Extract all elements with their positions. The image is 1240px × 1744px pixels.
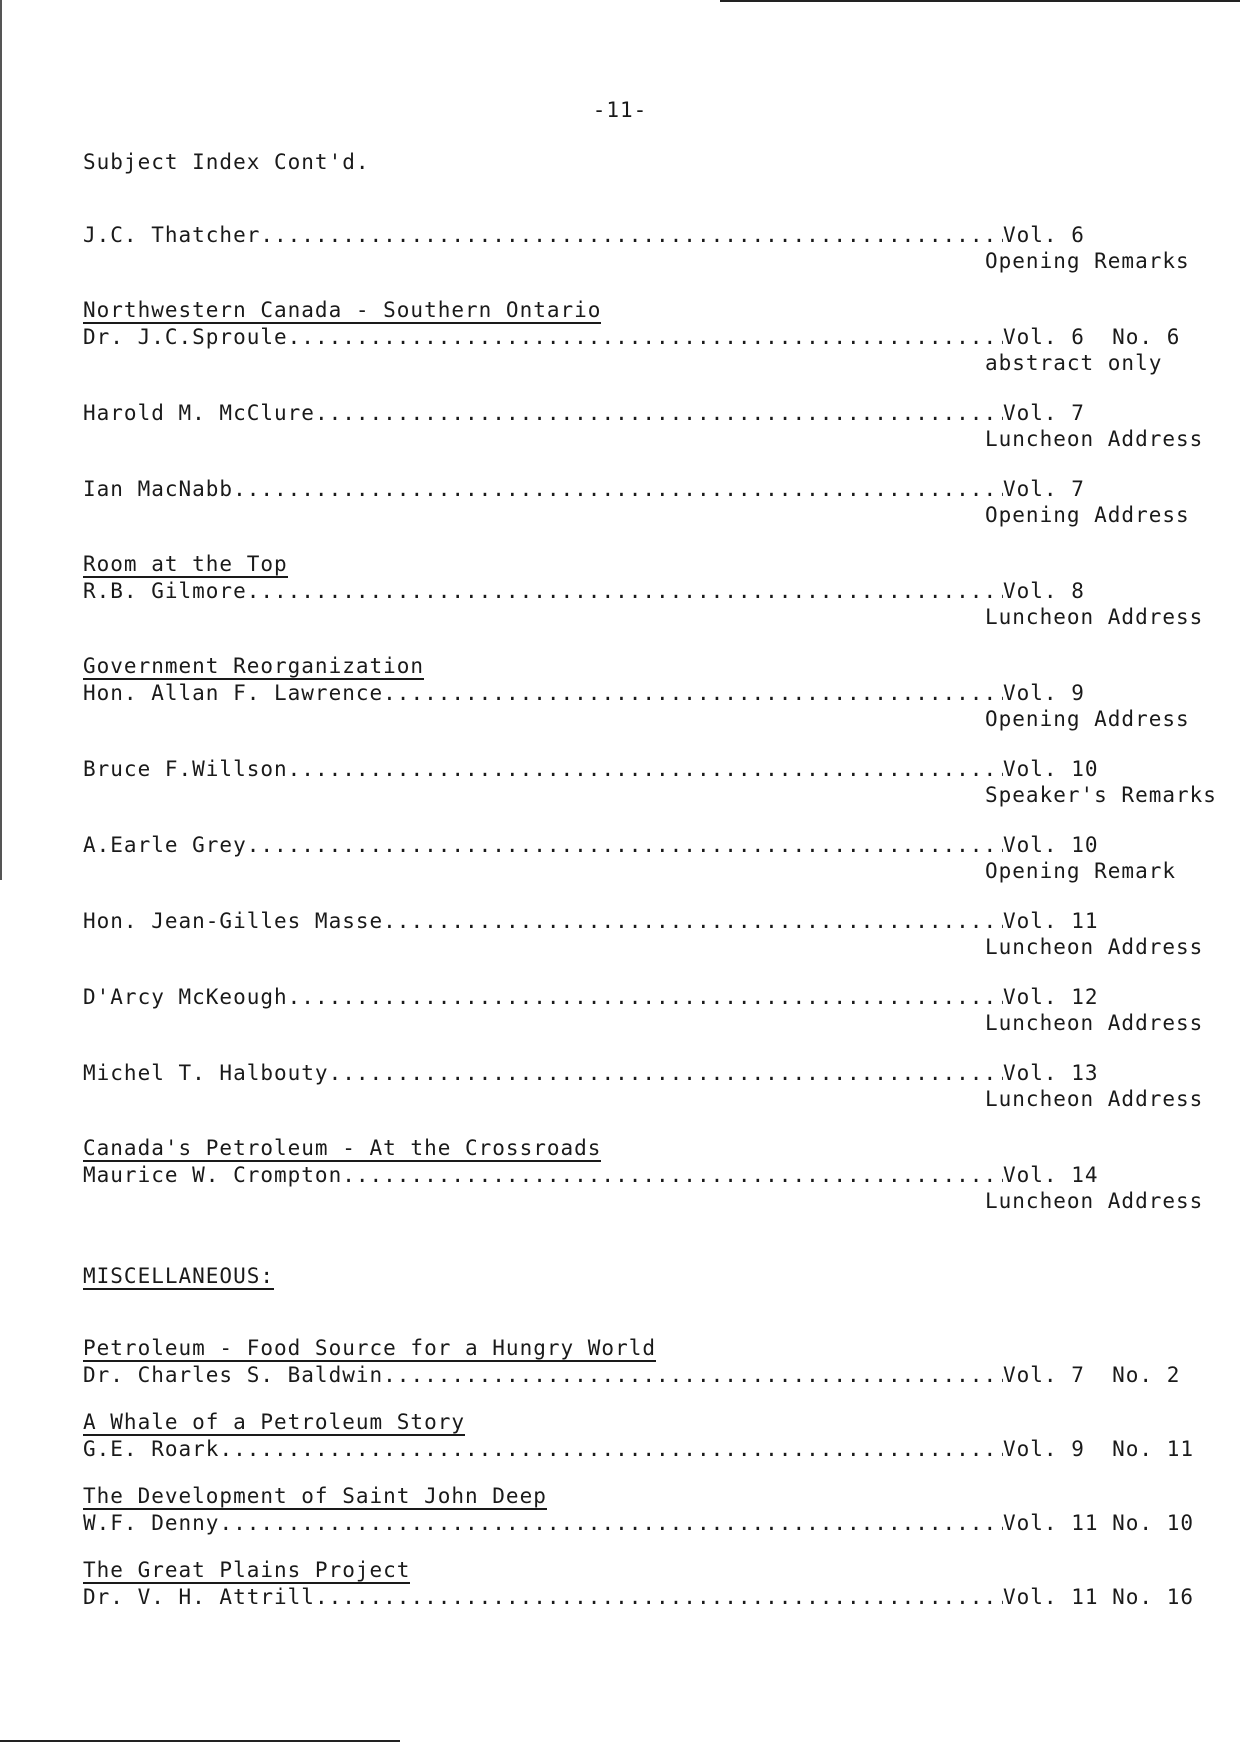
misc-entry bbox=[83, 1558, 1213, 1610]
entry-reference: Vol. 7 bbox=[1003, 477, 1085, 501]
entry-line bbox=[83, 908, 1213, 934]
page-number: -11- bbox=[592, 98, 648, 122]
leader-dots bbox=[219, 1436, 1003, 1462]
leader-dots bbox=[288, 756, 1003, 782]
index-entry bbox=[83, 654, 1213, 732]
misc-section bbox=[83, 1264, 1213, 1290]
entry-title: Canada's Petroleum - At the Crossroads bbox=[83, 1136, 602, 1160]
misc-heading: MISCELLANEOUS: bbox=[83, 1264, 275, 1288]
leader-dots bbox=[383, 680, 1003, 706]
index-entry bbox=[83, 1136, 1213, 1214]
entry-title: Government Reorganization bbox=[83, 654, 425, 678]
entry-line bbox=[83, 578, 1213, 604]
index-list bbox=[83, 222, 1217, 1610]
index-entry bbox=[83, 222, 1213, 274]
entry-note: Luncheon Address bbox=[985, 427, 1204, 451]
entry-note: Luncheon Address bbox=[985, 605, 1204, 629]
entry-line bbox=[83, 680, 1213, 706]
entry-line bbox=[83, 984, 1213, 1010]
entry-note: Opening Remark bbox=[985, 859, 1177, 883]
leader-dots bbox=[329, 1060, 1003, 1086]
entry-reference: Vol. 6 bbox=[1003, 223, 1085, 247]
entry-reference: Vol. 12 bbox=[1003, 985, 1099, 1009]
entry-author: Dr. Charles S. Baldwin bbox=[83, 1363, 384, 1387]
index-entry bbox=[83, 400, 1213, 452]
entry-note: Opening Address bbox=[985, 503, 1190, 527]
index-entry bbox=[83, 908, 1213, 960]
entry-reference: Vol. 10 bbox=[1003, 833, 1099, 857]
top-edge-rule bbox=[720, 0, 1240, 2]
entry-note: Speaker's Remarks bbox=[985, 783, 1217, 807]
leader-dots bbox=[288, 984, 1003, 1010]
entry-reference: Vol. 9 bbox=[1003, 681, 1085, 705]
entry-author: Maurice W. Crompton bbox=[83, 1163, 343, 1187]
entry-line bbox=[83, 1060, 1213, 1086]
entry-reference: Vol. 9 No. 11 bbox=[1003, 1437, 1195, 1461]
entry-title: Northwestern Canada - Southern Ontario bbox=[83, 298, 602, 322]
entry-title: Room at the Top bbox=[83, 552, 288, 576]
entry-line bbox=[83, 1584, 1213, 1610]
entry-author: W.F. Denny bbox=[83, 1511, 220, 1535]
entry-note: Opening Remarks bbox=[985, 249, 1190, 273]
entry-reference: Vol. 14 bbox=[1003, 1163, 1099, 1187]
page-heading: Subject Index Cont'd. bbox=[83, 150, 370, 174]
entry-line bbox=[83, 1436, 1213, 1462]
entry-line bbox=[83, 400, 1213, 426]
leader-dots bbox=[260, 222, 1003, 248]
entry-line bbox=[83, 832, 1213, 858]
leader-dots bbox=[288, 324, 1003, 350]
entry-author: Michel T. Halbouty bbox=[83, 1061, 329, 1085]
leader-dots bbox=[315, 400, 1003, 426]
leader-dots bbox=[247, 578, 1003, 604]
entry-note: Opening Address bbox=[985, 707, 1190, 731]
leader-dots bbox=[233, 476, 1003, 502]
entry-author: J.C. Thatcher bbox=[83, 223, 261, 247]
entry-reference: Vol. 6 No. 6 bbox=[1003, 325, 1181, 349]
entry-author: A.Earle Grey bbox=[83, 833, 247, 857]
left-edge-rule bbox=[0, 0, 2, 880]
entry-reference: Vol. 11 bbox=[1003, 909, 1099, 933]
misc-entry bbox=[83, 1484, 1213, 1536]
entry-reference: Vol. 10 bbox=[1003, 757, 1099, 781]
entry-reference: Vol. 13 bbox=[1003, 1061, 1099, 1085]
entry-title: Petroleum - Food Source for a Hungry World bbox=[83, 1336, 657, 1360]
bottom-edge-rule bbox=[0, 1740, 400, 1742]
entry-reference: Vol. 11 No. 16 bbox=[1003, 1585, 1195, 1609]
entry-note: abstract only bbox=[985, 351, 1163, 375]
entry-title: A Whale of a Petroleum Story bbox=[83, 1410, 466, 1434]
leader-dots bbox=[342, 1162, 1003, 1188]
entry-note: Luncheon Address bbox=[985, 935, 1204, 959]
entry-reference: Vol. 7 No. 2 bbox=[1003, 1363, 1181, 1387]
entry-line bbox=[83, 1510, 1213, 1536]
entry-note: Luncheon Address bbox=[985, 1011, 1204, 1035]
entry-author: Bruce F.Willson bbox=[83, 757, 288, 781]
entry-author: Hon. Allan F. Lawrence bbox=[83, 681, 384, 705]
leader-dots bbox=[383, 1362, 1003, 1388]
entry-reference: Vol. 11 No. 10 bbox=[1003, 1511, 1195, 1535]
entry-title: The Development of Saint John Deep bbox=[83, 1484, 547, 1508]
entry-line bbox=[83, 1362, 1213, 1388]
entry-author: Hon. Jean-Gilles Masse bbox=[83, 909, 384, 933]
index-entry bbox=[83, 298, 1213, 376]
leader-dots bbox=[219, 1510, 1003, 1536]
entry-line bbox=[83, 756, 1213, 782]
entry-line bbox=[83, 324, 1213, 350]
entry-line bbox=[83, 476, 1213, 502]
entry-author: D'Arcy McKeough bbox=[83, 985, 288, 1009]
misc-entry bbox=[83, 1410, 1213, 1462]
entry-note: Luncheon Address bbox=[985, 1189, 1204, 1213]
entry-author: Dr. V. H. Attrill bbox=[83, 1585, 315, 1609]
index-entry bbox=[83, 756, 1217, 808]
index-entry bbox=[83, 1060, 1213, 1112]
entry-line bbox=[83, 1162, 1213, 1188]
entry-title: The Great Plains Project bbox=[83, 1558, 411, 1582]
entry-note: Luncheon Address bbox=[985, 1087, 1204, 1111]
entry-author: R.B. Gilmore bbox=[83, 579, 247, 603]
index-entry bbox=[83, 984, 1213, 1036]
index-entry bbox=[83, 832, 1213, 884]
entry-reference: Vol. 8 bbox=[1003, 579, 1085, 603]
entry-author: Dr. J.C.Sproule bbox=[83, 325, 288, 349]
leader-dots bbox=[383, 908, 1003, 934]
leader-dots bbox=[315, 1584, 1003, 1610]
entry-author: G.E. Roark bbox=[83, 1437, 220, 1461]
entry-author: Harold M. McClure bbox=[83, 401, 315, 425]
entry-line bbox=[83, 222, 1213, 248]
index-entry bbox=[83, 552, 1213, 630]
misc-entry bbox=[83, 1336, 1213, 1388]
entry-author: Ian MacNabb bbox=[83, 477, 234, 501]
index-entry bbox=[83, 476, 1213, 528]
leader-dots bbox=[247, 832, 1003, 858]
entry-reference: Vol. 7 bbox=[1003, 401, 1085, 425]
